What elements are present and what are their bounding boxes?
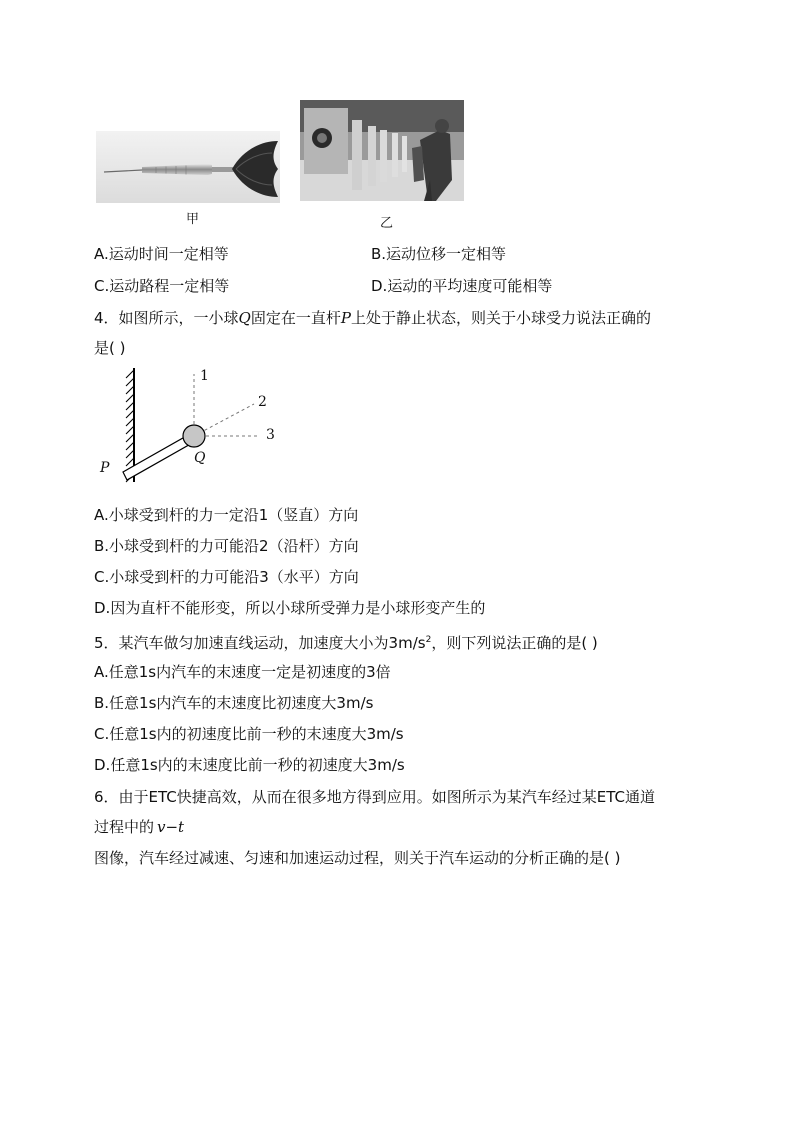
q5-option-d: D.任意1s内的末速度比前一秒的初速度大3m/s xyxy=(94,756,405,774)
q5-option-c: C.任意1s内的初速度比前一秒的末速度大3m/s xyxy=(94,725,404,743)
q5-option-a: A.任意1s内汽车的末速度一定是初速度的3倍 xyxy=(94,663,391,681)
dart-range-photo xyxy=(300,100,464,201)
q4-force-diagram xyxy=(96,366,296,486)
q3-option-d: D.运动的平均速度可能相等 xyxy=(371,277,553,295)
q5-stem xyxy=(94,630,598,653)
q5-stem-pre: 5．某汽车做匀加速直线运动，加速度大小为 xyxy=(94,634,389,652)
q6-stem-line3: 图像，汽车经过减速、匀速和加速运动过程，则关于汽车运动的分析正确的是( ) xyxy=(94,849,621,867)
rod-p-label: P xyxy=(100,460,110,476)
q4-stem-p: P xyxy=(340,309,351,327)
q3-option-c: C.运动路程一定相等 xyxy=(94,277,230,295)
q3-option-b: B.运动位移一定相等 xyxy=(371,245,507,263)
q5-stem-post: ，则下列说法正确的是( ) xyxy=(431,634,598,652)
q3-option-a: A.运动时间一定相等 xyxy=(94,245,229,263)
direction-1-label: 1 xyxy=(200,368,209,384)
q4-stem-q: Q xyxy=(238,309,251,327)
q5-option-b: B.任意1s内汽车的末速度比初速度大3m/s xyxy=(94,694,374,712)
q5-stem-exp: 2 xyxy=(425,635,432,645)
wall-icon xyxy=(126,368,134,482)
direction-2-label: 2 xyxy=(258,394,267,410)
q4-stem-pre: 4．如图所示，一小球 xyxy=(94,309,239,327)
q4-option-b: B.小球受到杆的力可能沿2（沿杆）方向 xyxy=(94,537,359,555)
q4-stem-post: 上处于静止状态，则关于小球受力说法正确的 xyxy=(350,309,651,327)
figure-yi-caption: 乙 xyxy=(380,216,394,231)
ball-q-label: Q xyxy=(194,450,206,466)
q4-option-d: D.因为直杆不能形变，所以小球所受弹力是小球形变产生的 xyxy=(94,599,486,617)
q6-stem-pre: 过程中的 xyxy=(94,818,155,836)
q4-stem-mid: 固定在一直杆 xyxy=(250,309,341,327)
q4-option-c: C.小球受到杆的力可能沿3（水平）方向 xyxy=(94,568,359,586)
q6-vt-formula: v−t xyxy=(157,818,185,836)
dart-icon xyxy=(96,131,280,203)
q4-option-a: A.小球受到杆的力一定沿1（竖直）方向 xyxy=(94,506,359,524)
q5-stem-unit: 3m/s xyxy=(388,634,426,652)
dart-photo xyxy=(96,131,280,203)
ball-icon xyxy=(183,425,205,447)
direction-3-label: 3 xyxy=(266,427,275,443)
q6-stem-line2 xyxy=(94,817,184,837)
q6-stem-line1: 6．由于ETC快捷高效，从而在很多地方得到应用。如图所示为某汽车经过某ETC通道 xyxy=(94,788,656,806)
q4-stem-line2: 是( ) xyxy=(94,339,126,357)
q4-stem-line1 xyxy=(94,308,651,328)
dart-range-icon xyxy=(300,100,464,201)
figure-jia-caption: 甲 xyxy=(186,212,200,227)
